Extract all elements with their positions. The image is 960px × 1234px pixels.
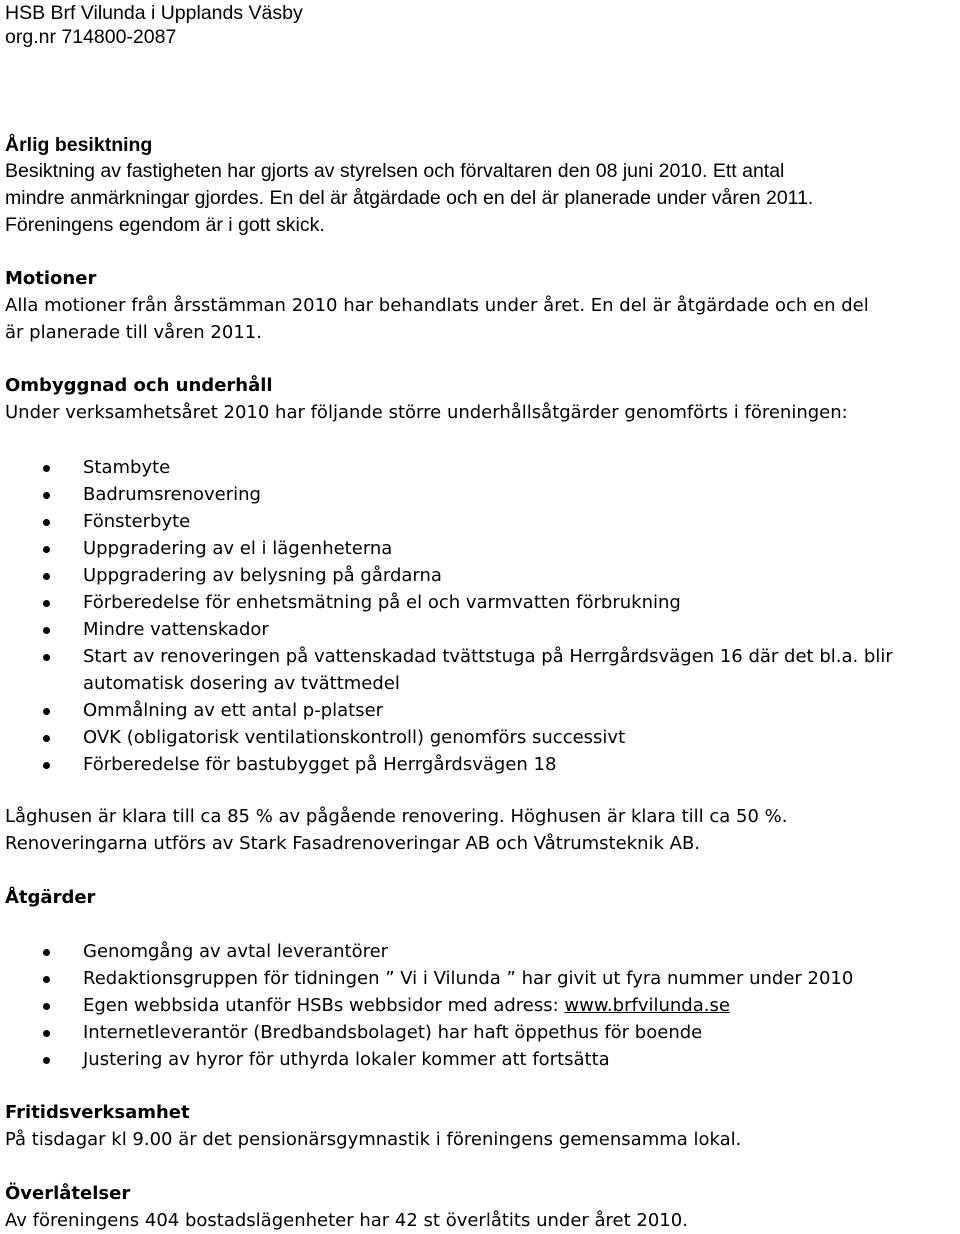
bullet-icon (43, 949, 50, 956)
renovation-contractors: Renoveringarna utförs av Stark Fasadrenoveringar AB och Våtrumsteknik AB. (5, 833, 701, 854)
list-item (5, 481, 960, 508)
org-name: HSB Brf Vilunda i Upplands Väsby (5, 2, 303, 24)
list-item-text: Ommålning av ett antal p-platser (83, 700, 384, 721)
org-number: org.nr 714800-2087 (5, 26, 177, 48)
bullet-icon (43, 735, 50, 742)
list-item-text (83, 992, 960, 1019)
bullet-icon (43, 573, 50, 580)
list-item (5, 697, 960, 724)
section-heading-atgarder: Åtgärder (5, 887, 96, 908)
bullet-icon (43, 762, 50, 769)
list-item-text: Justering av hyror för uthyrda lokaler kommer att fortsätta (83, 1049, 610, 1070)
bullet-icon (43, 1003, 50, 1010)
website-label: Egen webbsida utanför HSBs webbsidor med adress: (83, 995, 565, 1016)
list-item (5, 938, 960, 965)
overlatelser-text: Av föreningens 404 bostadslägenheter har 42 st överlåtits under året 2010. (5, 1210, 688, 1231)
list-item-text: Start av renoveringen på vattenskadad tvättstuga på Herrgårdsvägen 16 där det bl.a. blir (83, 646, 893, 667)
bullet-icon (43, 654, 50, 661)
bullet-icon (43, 708, 50, 715)
list-item (5, 992, 960, 1019)
list-item (5, 562, 960, 589)
list-item (5, 616, 960, 643)
section-heading-motioner: Motioner (5, 268, 97, 289)
list-item-text: Mindre vattenskador (83, 619, 269, 640)
bullet-icon (43, 546, 50, 553)
list-item-text: Badrumsrenovering (83, 484, 261, 505)
list-item (5, 643, 960, 697)
list-item-text: Internetleverantör (Bredbandsbolaget) har haft öppethus för boende (83, 1022, 703, 1043)
list-item-text-continued: automatisk dosering av tvättmedel (83, 673, 400, 694)
list-item (5, 454, 960, 481)
list-item (5, 508, 960, 535)
motioner-line: är planerade till våren 2011. (5, 322, 262, 343)
list-item (5, 535, 960, 562)
bullet-icon (43, 600, 50, 607)
list-item (5, 589, 960, 616)
list-item-text: OVK (obligatorisk ventilationskontroll) genomförs successivt (83, 727, 626, 748)
list-item (5, 724, 960, 751)
list-item-text: Förberedelse för bastubygget på Herrgårdsvägen 18 (83, 754, 557, 775)
list-item (5, 965, 960, 992)
list-item-text: Stambyte (83, 457, 171, 478)
bullet-icon (43, 976, 50, 983)
bullet-icon (43, 492, 50, 499)
motioner-line: Alla motioner från årsstämman 2010 har behandlats under året. En del är åtgärdade och en del (5, 295, 869, 316)
renovation-status: Låghusen är klara till ca 85 % av pågående renovering. Höghusen är klara till ca 50 %. (5, 806, 788, 827)
list-item-text: Förberedelse för enhetsmätning på el och varmvatten förbrukning (83, 592, 681, 613)
section-heading-ombyggnad: Ombyggnad och underhåll (5, 375, 273, 396)
maintenance-list (5, 454, 960, 778)
list-item-text: Uppgradering av belysning på gårdarna (83, 565, 442, 586)
fritid-text: På tisdagar kl 9.00 är det pensionärsgymnastik i föreningens gemensamma lokal. (5, 1129, 742, 1150)
bullet-icon (43, 465, 50, 472)
bullet-icon (43, 519, 50, 526)
list-item-text: Uppgradering av el i lägenheterna (83, 538, 393, 559)
section-heading-fritid: Fritidsverksamhet (5, 1102, 190, 1123)
section-heading-overlatelser: Överlåtelser (5, 1183, 131, 1204)
besiktning-line: Föreningens egendom är i gott skick. (5, 214, 325, 236)
list-item (5, 1019, 960, 1046)
bullet-icon (43, 1057, 50, 1064)
website-link[interactable]: www.brfvilunda.se (564, 995, 730, 1016)
bullet-icon (43, 1030, 50, 1037)
list-item-text: Fönsterbyte (83, 511, 191, 532)
actions-list (5, 938, 960, 1073)
list-item-text: Genomgång av avtal leverantörer (83, 941, 389, 962)
besiktning-line: Besiktning av fastigheten har gjorts av styrelsen och förvaltaren den 08 juni 2010. Ett antal (5, 160, 785, 182)
list-item (5, 1046, 960, 1073)
section-heading-besiktning: Årlig besiktning (5, 134, 153, 156)
ombyggnad-intro: Under verksamhetsåret 2010 har följande större underhållsåtgärder genomförts i föreningen: (5, 402, 848, 423)
list-item-text: Redaktionsgruppen för tidningen ” Vi i Vilunda ” har givit ut fyra nummer under 2010 (83, 968, 854, 989)
bullet-icon (43, 627, 50, 634)
list-item (5, 751, 960, 778)
besiktning-line: mindre anmärkningar gjordes. En del är åtgärdade och en del är planerade under våren 2011. (5, 187, 814, 209)
